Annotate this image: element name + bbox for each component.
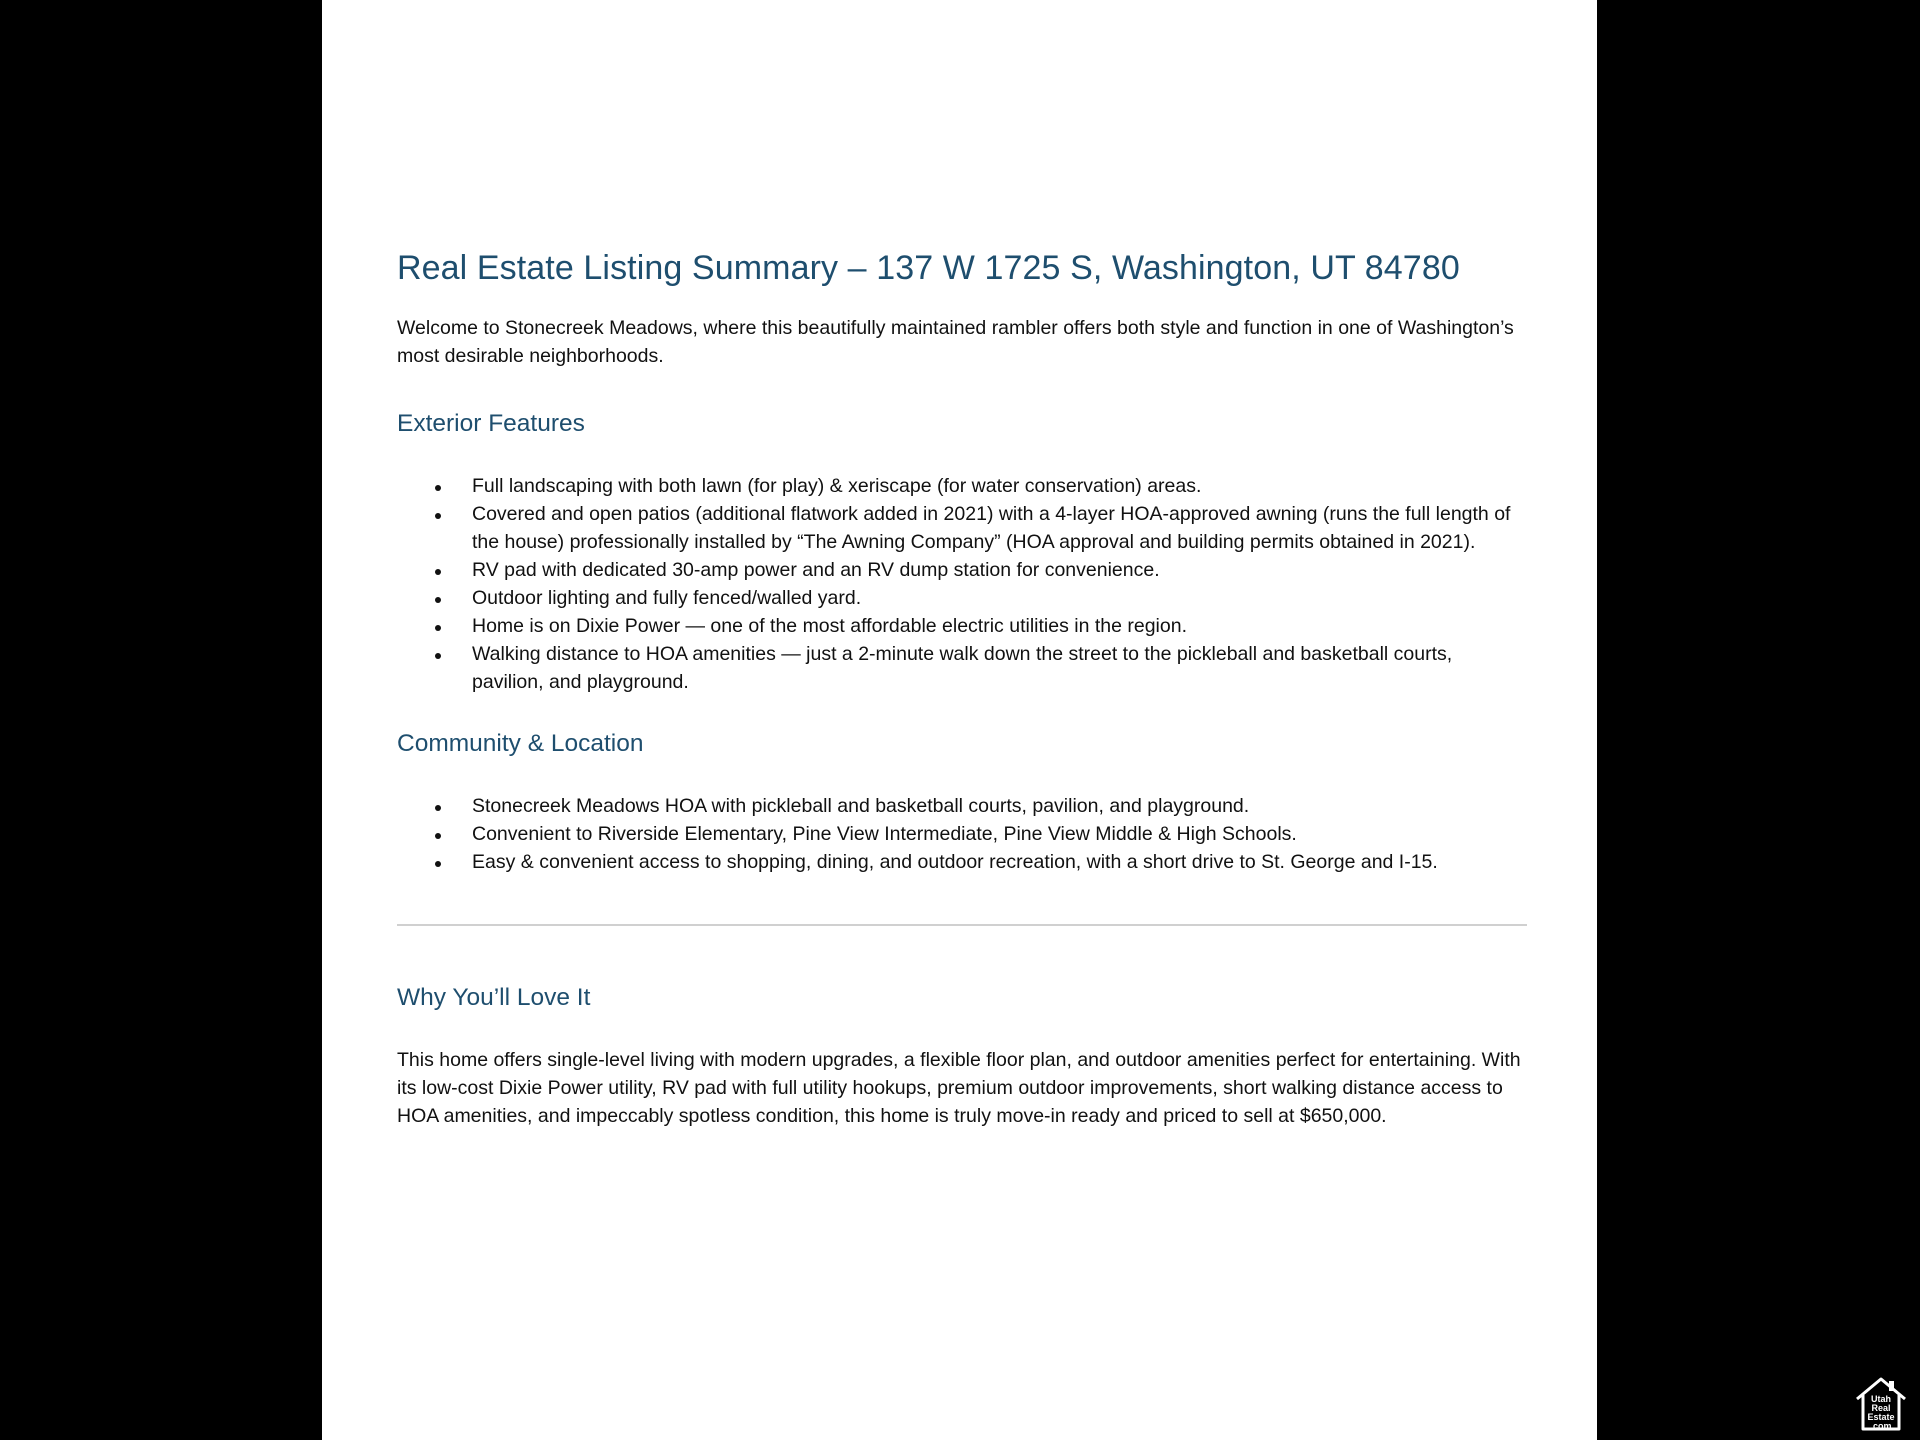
list-item-text: RV pad with dedicated 30-amp power and an RV dump station for convenience. — [472, 559, 1160, 581]
community-location-list — [397, 792, 1527, 876]
why-love-it-heading: Why You’ll Love It — [397, 984, 591, 1011]
list-item — [397, 472, 1527, 500]
bullet-icon — [435, 569, 441, 575]
list-item-text: Outdoor lighting and fully fenced/walled yard. — [472, 587, 862, 609]
list-item — [397, 820, 1527, 848]
list-item-text: Full landscaping with both lawn (for play) & xeriscape (for water conservation) areas. — [472, 475, 1202, 497]
document-title: Real Estate Listing Summary – 137 W 1725 S, Washington, UT 84780 — [397, 249, 1460, 287]
list-item-text: Home is on Dixie Power — one of the most affordable electric utilities in the region. — [472, 615, 1187, 637]
bullet-icon — [435, 485, 441, 491]
bullet-icon — [435, 653, 441, 659]
list-item — [397, 500, 1527, 556]
bullet-icon — [435, 625, 441, 631]
exterior-features-heading: Exterior Features — [397, 410, 585, 437]
bullet-icon — [435, 833, 441, 839]
list-item — [397, 584, 1527, 612]
why-love-it-paragraph: This home offers single-level living with modern upgrades, a flexible floor plan, and outdoor amenities perfect for entertaining. With its low-cost Dixie Power utility, RV pad with full utility hookups, premium outdoor improvements, short walking distance access to HOA amenities, and impeccably spotless condition, this home is truly move-in ready and priced to sell at $650,000. — [397, 1049, 1521, 1127]
document-content — [397, 242, 1527, 1130]
house-logo-icon — [1853, 1375, 1909, 1433]
intro-paragraph: Welcome to Stonecreek Meadows, where this beautifully maintained rambler offers both style and function in one of Washington’s most desirable neighborhoods. — [397, 317, 1514, 367]
bullet-icon — [435, 805, 441, 811]
list-item — [397, 640, 1527, 696]
watermark-text: Utah Real Estate .com — [1867, 1394, 1895, 1431]
list-item — [397, 792, 1527, 820]
document-page — [322, 0, 1597, 1440]
list-item-text: Convenient to Riverside Elementary, Pine View Intermediate, Pine View Middle & High Schools. — [472, 823, 1297, 845]
list-item-text: Covered and open patios (additional flatwork added in 2021) with a 4-layer HOA-approved awning (runs the full length of the house) professionally installed by “The Awning Company” (HOA approval and building permits obtained in 2021). — [472, 503, 1511, 553]
section-divider — [397, 924, 1527, 926]
bullet-icon — [435, 597, 441, 603]
exterior-features-list — [397, 472, 1527, 696]
list-item — [397, 556, 1527, 584]
community-location-heading: Community & Location — [397, 730, 644, 757]
list-item-text: Stonecreek Meadows HOA with pickleball and basketball courts, pavilion, and playground. — [472, 795, 1250, 817]
list-item — [397, 612, 1527, 640]
list-item-text: Easy & convenient access to shopping, dining, and outdoor recreation, with a short drive to St. George and I-15. — [472, 851, 1438, 873]
list-item-text: Walking distance to HOA amenities — just a 2-minute walk down the street to the pickleball and basketball courts, pavilion, and playground. — [472, 643, 1453, 693]
list-item — [397, 848, 1527, 876]
bullet-icon — [435, 513, 441, 519]
bullet-icon — [435, 861, 441, 867]
